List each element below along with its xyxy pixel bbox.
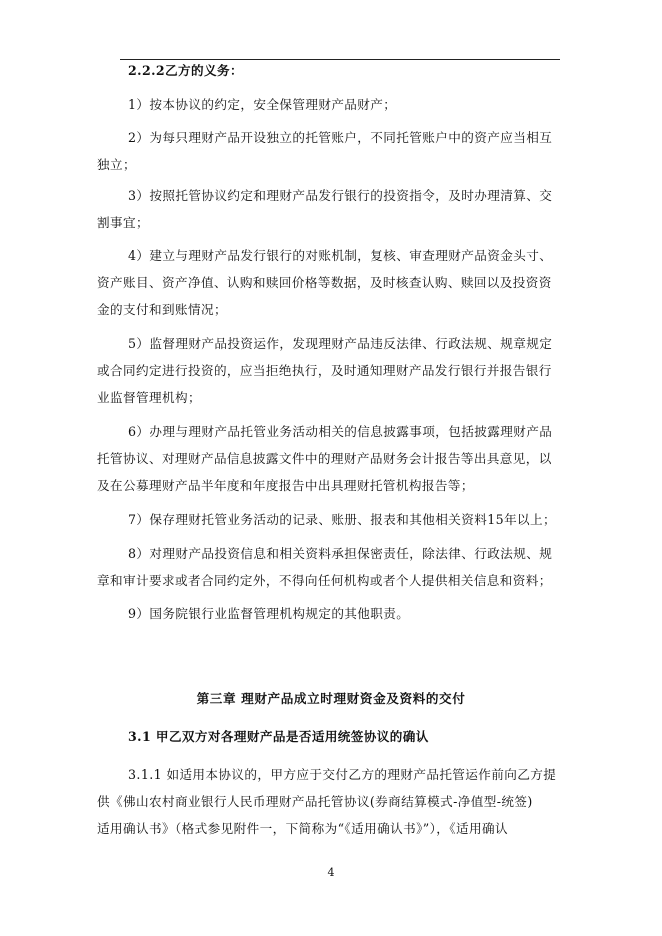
paragraph-line-1: 3.1.1 如适用本协议的，甲方应于交付乙方的理财产品托管运作前向乙方提 [128, 767, 557, 782]
item-5-line-3: 业监督管理机构； [97, 390, 201, 405]
paragraph-line-2: 供《佛山农村商业银行人民币理财产品托管协议(券商结算模式-净值型-统签) [97, 794, 533, 809]
item-9-line-1: 9）国务院银行业监督管理机构规定的其他职责。 [128, 606, 410, 621]
item-6-line-2: 托管协议、对理财产品信息披露文件中的理财产品财务会计报告等出具意见，以 [97, 451, 552, 466]
item-6-line-3: 及在公募理财产品半年度和年度报告中出具理财托管机构报告等； [97, 478, 474, 493]
paragraph-line-3: 适用确认书》（格式参见附件一，下简称为“《适用确认书》”），《适用确认 [97, 821, 508, 836]
item-1-line-1: 1）按本协议的约定，安全保管理财产品财产； [128, 97, 397, 112]
item-5-line-1: 5）监督理财产品投资运作，发现理财产品违反法律、行政法规、规章规定 [128, 336, 553, 351]
item-3-line-1: 3）按照托管协议约定和理财产品发行银行的投资指令，及时办理清算、交 [128, 188, 553, 203]
item-3-line-2: 割事宜； [97, 215, 149, 230]
item-8-line-2: 章和审计要求或者合同约定外，不得向任何机构或者个人提供相关信息和资料； [97, 573, 552, 588]
item-2-line-1: 2）为每只理财产品开设独立的托管账户，不同托管账户中的资产应当相互 [128, 130, 553, 145]
item-4-line-1: 4）建立与理财产品发行银行的对账机制，复核、审查理财产品资金头寸、 [128, 248, 553, 263]
item-2-line-2: 独立； [97, 157, 136, 172]
subsection-title: 3.1 甲乙双方对各理财产品是否适用统签协议的确认 [128, 729, 429, 744]
item-5-line-2: 或合同约定进行投资的，应当拒绝执行，及时通知理财产品发行银行并报告银行 [97, 363, 552, 378]
chapter-title: 第三章 理财产品成立时理财资金及资料的交付 [196, 691, 466, 706]
item-8-line-1: 8）对理财产品投资信息和相关资料承担保密责任，除法律、行政法规、规 [128, 546, 553, 561]
header-rule [120, 59, 560, 60]
item-4-line-3: 金的支付和到账情况； [97, 302, 227, 317]
item-4-line-2: 资产账目、资产净值、认购和赎回价格等数据，及时核查认购、赎回以及投资资 [97, 275, 552, 290]
page-number: 4 [327, 866, 335, 879]
item-7-line-1: 7）保存理财托管业务活动的记录、账册、报表和其他相关资料15年以上； [128, 512, 557, 527]
section-title: 2.2.2乙方的义务： [128, 63, 244, 78]
item-6-line-1: 6）办理与理财产品托管业务活动相关的信息披露事项，包括披露理财产品 [128, 424, 553, 439]
